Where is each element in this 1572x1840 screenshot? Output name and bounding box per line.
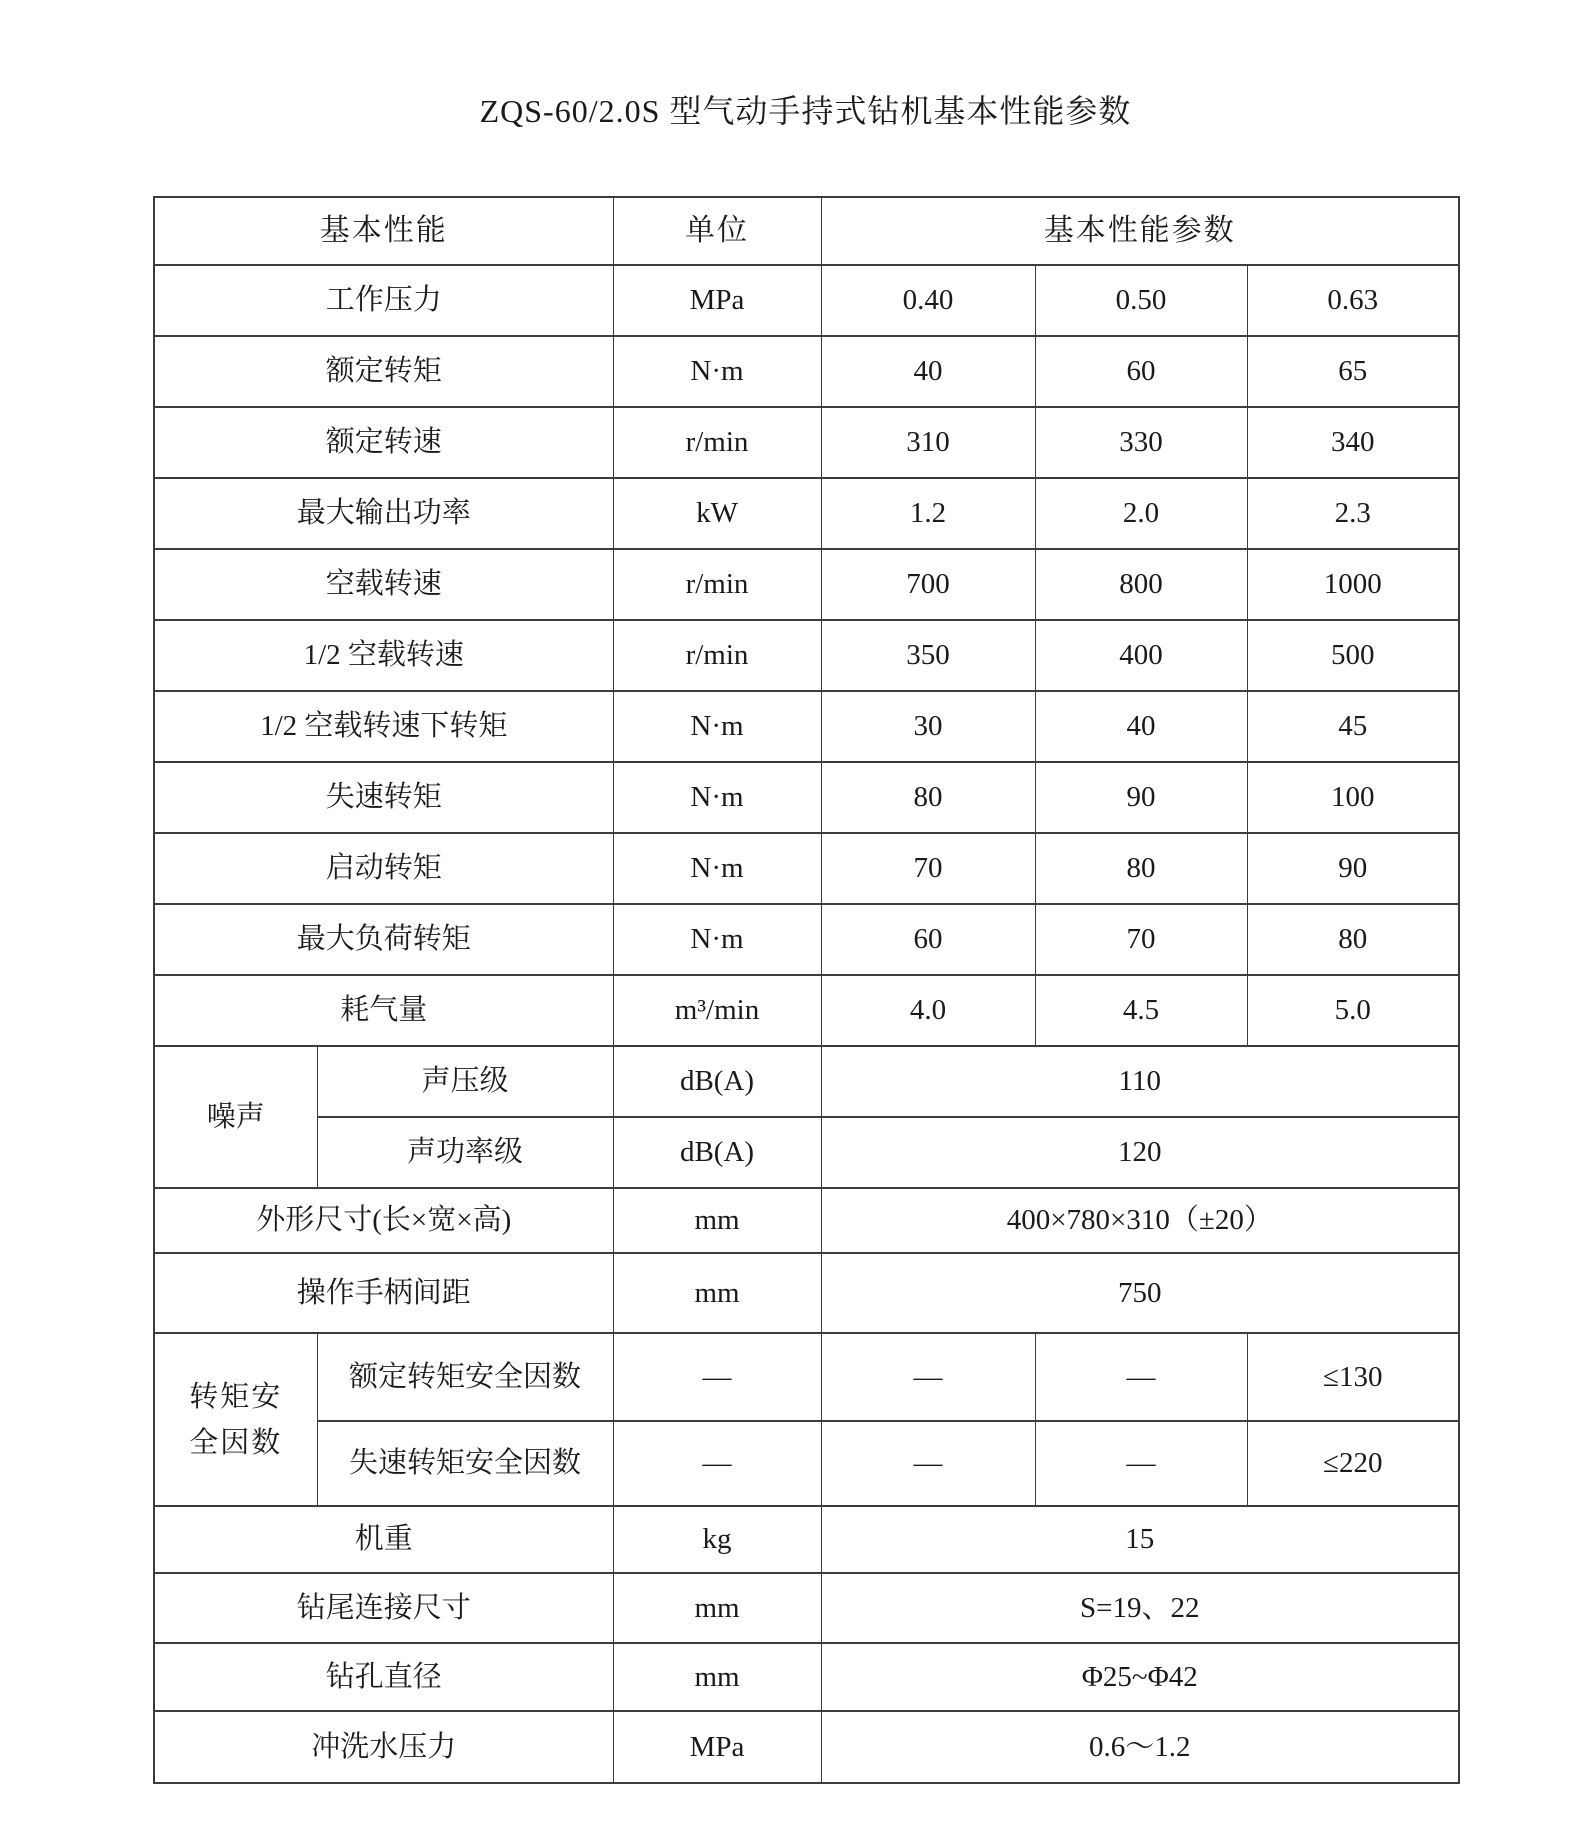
sound-power-level-label: 声功率级 — [317, 1117, 613, 1188]
sound-pressure-level-value: 110 — [821, 1046, 1459, 1117]
no-load-speed-label: 空载转速 — [154, 549, 613, 620]
row-working-pressure — [154, 265, 1459, 336]
torque-safety-factor-group-label — [154, 1333, 317, 1506]
overall-dimensions-value: 400×780×310（±20） — [821, 1188, 1459, 1253]
stall-torque-v1: 80 — [821, 762, 1035, 833]
max-output-power-unit: kW — [613, 478, 821, 549]
rated-torque-unit: N·m — [613, 336, 821, 407]
working-pressure-unit: MPa — [613, 265, 821, 336]
rated-speed-v1: 310 — [821, 407, 1035, 478]
machine-weight-unit: kg — [613, 1506, 821, 1573]
sound-pressure-level-label: 声压级 — [317, 1046, 613, 1117]
bore-diameter-label: 钻孔直径 — [154, 1643, 613, 1711]
no-load-speed-v2: 800 — [1035, 549, 1247, 620]
stall-torque-safety-factor-v3: ≤220 — [1247, 1421, 1459, 1506]
rated-torque-v2: 60 — [1035, 336, 1247, 407]
stall-torque-v2: 90 — [1035, 762, 1247, 833]
max-output-power-label: 最大输出功率 — [154, 478, 613, 549]
no-load-speed-v3: 1000 — [1247, 549, 1459, 620]
max-output-power-v3: 2.3 — [1247, 478, 1459, 549]
rated-torque-safety-factor-v1: — — [821, 1333, 1035, 1421]
row-flushing-water-pressure — [154, 1711, 1459, 1783]
table-header-row — [154, 197, 1459, 265]
air-consumption-label: 耗气量 — [154, 975, 613, 1046]
max-load-torque-v1: 60 — [821, 904, 1035, 975]
flushing-water-pressure-value: 0.6～1.2 — [821, 1711, 1459, 1783]
bore-diameter-unit: mm — [613, 1643, 821, 1711]
row-rated-torque — [154, 336, 1459, 407]
half-no-load-speed-unit: r/min — [613, 620, 821, 691]
row-stall-torque — [154, 762, 1459, 833]
stall-torque-safety-factor-label: 失速转矩安全因数 — [317, 1421, 613, 1506]
starting-torque-label: 启动转矩 — [154, 833, 613, 904]
no-load-speed-v1: 700 — [821, 549, 1035, 620]
noise-group-label: 噪声 — [154, 1046, 317, 1188]
stall-torque-safety-factor-v2: — — [1035, 1421, 1247, 1506]
handle-spacing-label: 操作手柄间距 — [154, 1253, 613, 1333]
header-parameters: 基本性能参数 — [821, 197, 1459, 265]
stall-torque-safety-factor-unit: — — [613, 1421, 821, 1506]
max-output-power-v2: 2.0 — [1035, 478, 1247, 549]
bore-diameter-value: Φ25~Φ42 — [821, 1643, 1459, 1711]
working-pressure-label: 工作压力 — [154, 265, 613, 336]
working-pressure-v1: 0.40 — [821, 265, 1035, 336]
flushing-water-pressure-unit: MPa — [613, 1711, 821, 1783]
rated-torque-safety-factor-v2: — — [1035, 1333, 1247, 1421]
flushing-water-pressure-label: 冲洗水压力 — [154, 1711, 613, 1783]
machine-weight-label: 机重 — [154, 1506, 613, 1573]
row-stall-torque-safety-factor — [154, 1421, 1459, 1506]
half-no-load-speed-v1: 350 — [821, 620, 1035, 691]
working-pressure-v2: 0.50 — [1035, 265, 1247, 336]
row-handle-spacing — [154, 1253, 1459, 1333]
shank-connection-size-value: S=19、22 — [821, 1573, 1459, 1643]
row-bore-diameter — [154, 1643, 1459, 1711]
row-max-output-power — [154, 478, 1459, 549]
half-no-load-speed-label: 1/2 空载转速 — [154, 620, 613, 691]
overall-dimensions-label: 外形尺寸(长×宽×高) — [154, 1188, 613, 1253]
sound-pressure-level-unit: dB(A) — [613, 1046, 821, 1117]
starting-torque-v2: 80 — [1035, 833, 1247, 904]
row-air-consumption — [154, 975, 1459, 1046]
document-title: ZQS-60/2.0S 型气动手持式钻机基本性能参数 — [479, 93, 1132, 129]
row-rated-torque-safety-factor — [154, 1333, 1459, 1421]
max-load-torque-unit: N·m — [613, 904, 821, 975]
row-torque-at-half-no-load-speed — [154, 691, 1459, 762]
shank-connection-size-unit: mm — [613, 1573, 821, 1643]
working-pressure-v3: 0.63 — [1247, 265, 1459, 336]
max-load-torque-v3: 80 — [1247, 904, 1459, 975]
spec-table — [153, 196, 1460, 1784]
max-load-torque-label: 最大负荷转矩 — [154, 904, 613, 975]
handle-spacing-unit: mm — [613, 1253, 821, 1333]
stall-torque-label: 失速转矩 — [154, 762, 613, 833]
row-starting-torque — [154, 833, 1459, 904]
rated-speed-v3: 340 — [1247, 407, 1459, 478]
rated-torque-v3: 65 — [1247, 336, 1459, 407]
starting-torque-unit: N·m — [613, 833, 821, 904]
torque-at-half-no-load-speed-v1: 30 — [821, 691, 1035, 762]
row-overall-dimensions — [154, 1188, 1459, 1253]
starting-torque-v3: 90 — [1247, 833, 1459, 904]
torque-safety-factor-group-text: 转矩安全因数 — [189, 1380, 283, 1459]
shank-connection-size-label: 钻尾连接尺寸 — [154, 1573, 613, 1643]
air-consumption-v3: 5.0 — [1247, 975, 1459, 1046]
rated-torque-label: 额定转矩 — [154, 336, 613, 407]
header-unit: 单位 — [613, 197, 821, 265]
torque-at-half-no-load-speed-label: 1/2 空载转速下转矩 — [154, 691, 613, 762]
rated-speed-unit: r/min — [613, 407, 821, 478]
header-performance: 基本性能 — [154, 197, 613, 265]
row-half-no-load-speed — [154, 620, 1459, 691]
row-machine-weight — [154, 1506, 1459, 1573]
overall-dimensions-unit: mm — [613, 1188, 821, 1253]
starting-torque-v1: 70 — [821, 833, 1035, 904]
half-no-load-speed-v2: 400 — [1035, 620, 1247, 691]
half-no-load-speed-v3: 500 — [1247, 620, 1459, 691]
machine-weight-value: 15 — [821, 1506, 1459, 1573]
rated-speed-label: 额定转速 — [154, 407, 613, 478]
torque-at-half-no-load-speed-v2: 40 — [1035, 691, 1247, 762]
max-output-power-v1: 1.2 — [821, 478, 1035, 549]
row-shank-connection-size — [154, 1573, 1459, 1643]
no-load-speed-unit: r/min — [613, 549, 821, 620]
stall-torque-unit: N·m — [613, 762, 821, 833]
max-load-torque-v2: 70 — [1035, 904, 1247, 975]
rated-torque-safety-factor-unit: — — [613, 1333, 821, 1421]
rated-torque-v1: 40 — [821, 336, 1035, 407]
row-no-load-speed — [154, 549, 1459, 620]
handle-spacing-value: 750 — [821, 1253, 1459, 1333]
row-sound-power-level — [154, 1117, 1459, 1188]
row-sound-pressure-level — [154, 1046, 1459, 1117]
rated-torque-safety-factor-label: 额定转矩安全因数 — [317, 1333, 613, 1421]
sound-power-level-unit: dB(A) — [613, 1117, 821, 1188]
row-max-load-torque — [154, 904, 1459, 975]
sound-power-level-value: 120 — [821, 1117, 1459, 1188]
air-consumption-v2: 4.5 — [1035, 975, 1247, 1046]
stall-torque-safety-factor-v1: — — [821, 1421, 1035, 1506]
torque-at-half-no-load-speed-unit: N·m — [613, 691, 821, 762]
torque-at-half-no-load-speed-v3: 45 — [1247, 691, 1459, 762]
air-consumption-unit: m³/min — [613, 975, 821, 1046]
row-rated-speed — [154, 407, 1459, 478]
rated-torque-safety-factor-v3: ≤130 — [1247, 1333, 1459, 1421]
air-consumption-v1: 4.0 — [821, 975, 1035, 1046]
rated-speed-v2: 330 — [1035, 407, 1247, 478]
stall-torque-v3: 100 — [1247, 762, 1459, 833]
